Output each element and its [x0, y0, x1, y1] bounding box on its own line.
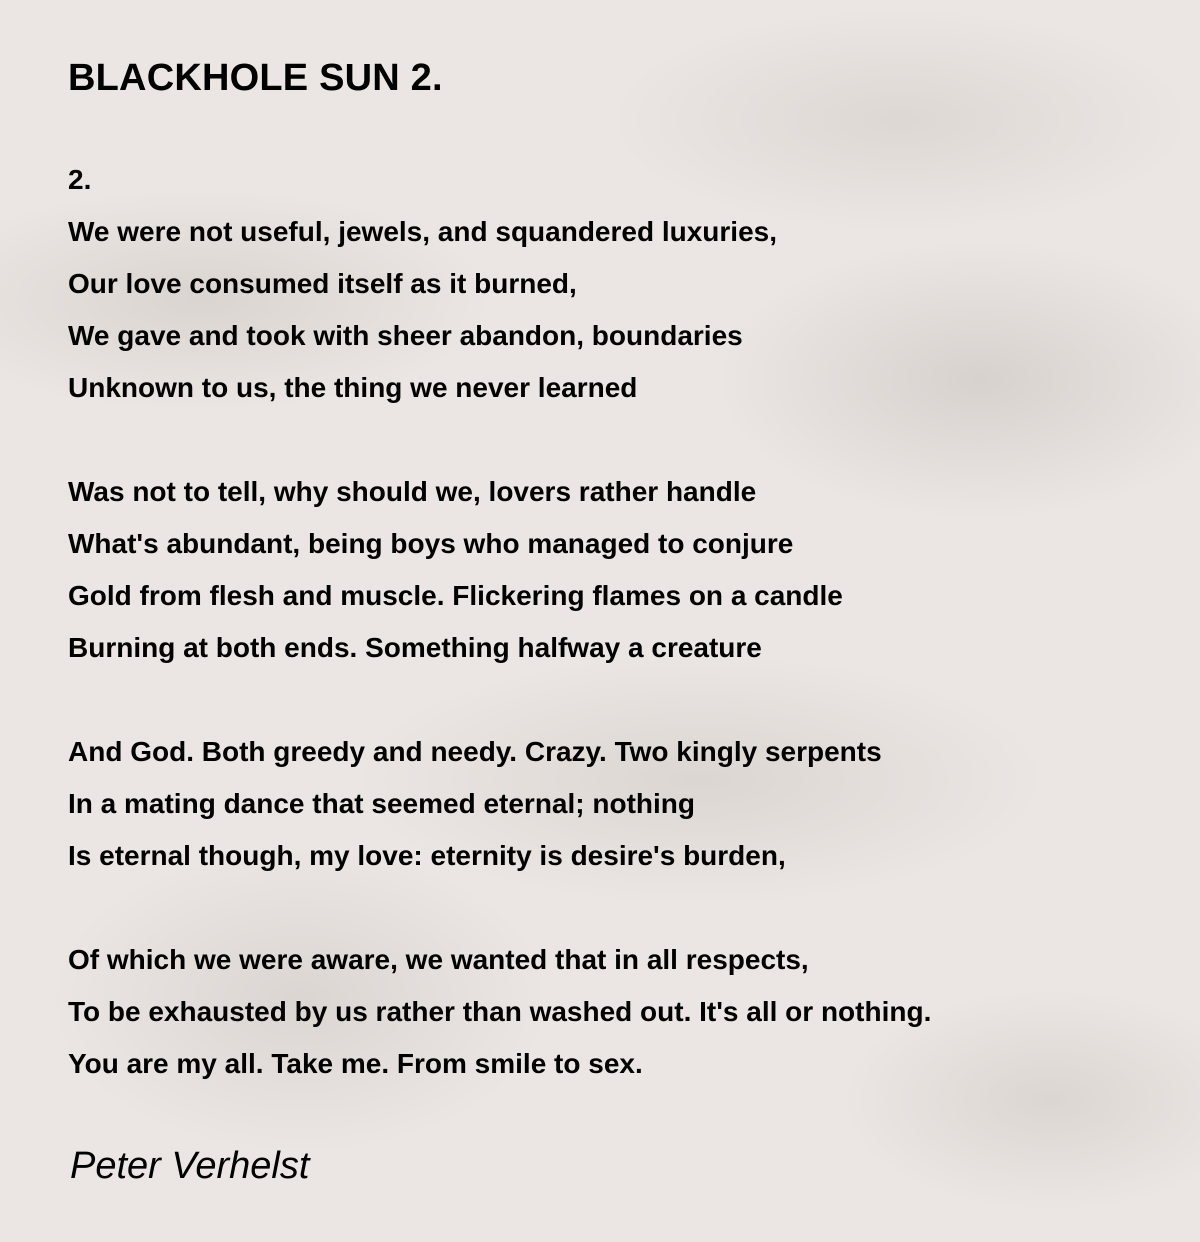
poem-line: Is eternal though, my love: eternity is desire's burden, [68, 840, 786, 871]
stanza-break [68, 882, 931, 934]
poem-line: You are my all. Take me. From smile to sex. [68, 1048, 643, 1079]
stanza-4 [68, 934, 931, 1090]
stanza-1 [68, 154, 931, 414]
poem-line: Unknown to us, the thing we never learned [68, 372, 638, 403]
poem-line: We gave and took with sheer abandon, boundaries [68, 320, 743, 351]
poem-line: Burning at both ends. Something halfway a creature [68, 632, 762, 663]
poem-line: To be exhausted by us rather than washed out. It's all or nothing. [68, 996, 932, 1027]
stanza-2 [68, 466, 931, 674]
poem-line: Our love consumed itself as it burned, [68, 268, 577, 299]
poem-line: Of which we were aware, we wanted that in all respects, [68, 944, 809, 975]
poem-line: What's abundant, being boys who managed to conjure [68, 528, 794, 559]
stanza-break [68, 674, 931, 726]
poem-line: We were not useful, jewels, and squandered luxuries, [68, 216, 778, 247]
stanza-3 [68, 726, 931, 882]
poem-title: BLACKHOLE SUN 2. [68, 57, 443, 99]
poem-line: In a mating dance that seemed eternal; nothing [68, 788, 695, 819]
stanza-break [68, 414, 931, 466]
poem-line: 2. [68, 164, 92, 195]
poem-author: Peter Verhelst [70, 1145, 310, 1187]
poem-line: Gold from flesh and muscle. Flickering flames on a candle [68, 580, 843, 611]
poem-line: Was not to tell, why should we, lovers rather handle [68, 476, 757, 507]
poem-line: And God. Both greedy and needy. Crazy. Two kingly serpents [68, 736, 882, 767]
poem-body [68, 154, 931, 1090]
